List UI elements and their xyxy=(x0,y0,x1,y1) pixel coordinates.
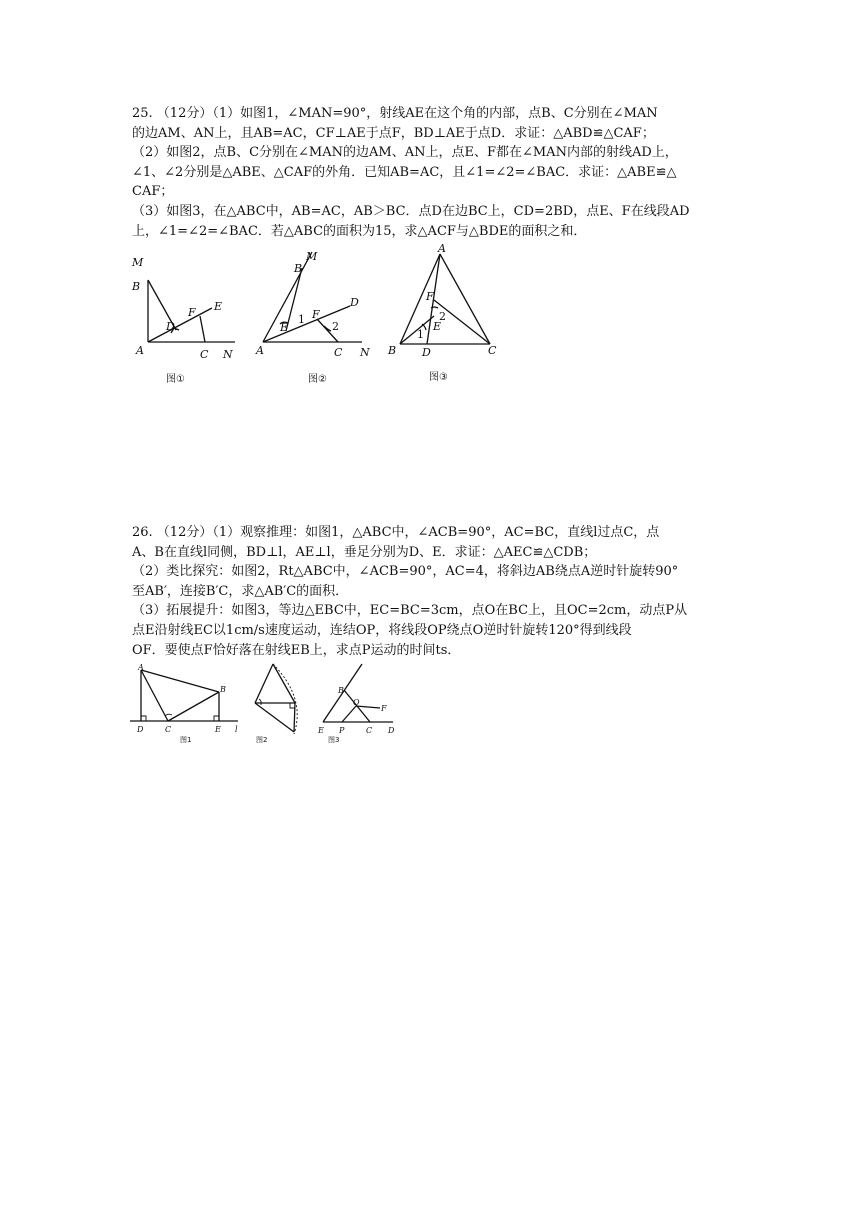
problem-26 xyxy=(132,523,732,660)
fig25-3-label-1: 1 xyxy=(417,328,424,341)
problem-26-line-1: 26. （12分）（1）观察推理：如图1，△ABC中，∠ACB=90°，AC=BC，直线l过点C，点 xyxy=(132,525,660,540)
problem-25-line-7: 上，∠1=∠2=∠BAC．若△ABC的面积为15，求△ACF与△BDE的面积之和． xyxy=(132,223,587,239)
fig25-2-label-C: C xyxy=(334,346,343,359)
fig25-2-label-F: F xyxy=(312,308,320,321)
fig25-3-label-C: C xyxy=(488,344,497,357)
fig25-1-label-D: D xyxy=(166,320,175,333)
fig25-1-label-N: N xyxy=(223,348,233,361)
fig25-1-label-B: B xyxy=(132,280,141,293)
problem-26-line-2: A、B在直线l同侧，BD⊥l，AE⊥l，垂足分别为D、E．求证：△AEC≌△CDB； xyxy=(132,544,597,560)
fig25-2-label-1: 1 xyxy=(298,313,305,326)
fig25-3-label-B: B xyxy=(388,344,397,357)
fig25-2-label-2: 2 xyxy=(332,320,339,333)
problem-25-line-5: CAF； xyxy=(132,184,174,200)
fig25-3-label-2: 2 xyxy=(439,310,446,323)
fig26-1-label-E: E xyxy=(215,725,221,734)
figure-26-3 xyxy=(318,662,398,742)
problem-26-line-4: 至AB′，连接B′C，求△AB′C的面积． xyxy=(132,583,349,599)
problem-26-line-3: （2）类比探究：如图2，Rt△ABC中，∠ACB=90°，AC=4，将斜边AB绕点A逆时针旋转90° xyxy=(132,564,679,580)
problem-25-line-2: 的边AM、AN上，且AB=AC，CF⊥AE于点F，BD⊥AE于点D．求证：△ABD≌△CAF； xyxy=(132,125,655,141)
fig26-3-label-C: C xyxy=(366,726,373,735)
fig25-2-caption: 图② xyxy=(308,374,327,385)
fig25-2-label-D: D xyxy=(350,296,359,309)
fig25-2-label-A: A xyxy=(256,344,264,357)
problem-25-line-1: 25. （12分）（1）如图1，∠MAN=90°，射线AE在这个角的内部，点B、C分别在∠MAN xyxy=(132,106,658,121)
fig26-3-label-O: O xyxy=(353,698,360,707)
fig25-3-label-E: E xyxy=(433,320,442,333)
fig25-2-label-M: M xyxy=(306,250,318,263)
fig26-3-label-F: F xyxy=(381,704,387,713)
fig26-1-label-B: B xyxy=(220,685,226,694)
problem-25-line-6: （3）如图3，在△ABC中，AB=AC，AB＞BC．点D在边BC上，CD=2BD，点E、F在线段AD xyxy=(132,203,690,219)
figure-26-1 xyxy=(128,662,243,742)
problem-26-line-7: OF．要使点F恰好落在射线EB上，求点P运动的时间ts． xyxy=(132,642,461,658)
fig25-3-label-D: D xyxy=(422,346,431,359)
figure-25-3 xyxy=(384,244,499,390)
fig25-2-label-E: E xyxy=(280,321,289,334)
fig25-1-label-M: M xyxy=(132,256,144,269)
fig25-1-label-A: A xyxy=(136,344,144,357)
fig25-3-label-F: F xyxy=(426,290,434,303)
fig25-1-caption: 图① xyxy=(166,374,185,385)
fig26-3-label-D: D xyxy=(388,726,395,735)
fig26-1-caption: 图1 xyxy=(180,736,192,744)
fig26-3-label-E: E xyxy=(318,726,324,735)
fig26-1-label-A: A xyxy=(138,663,144,672)
fig26-3-caption: 图3 xyxy=(328,736,340,744)
fig26-1-label-C: C xyxy=(165,725,172,734)
fig26-2-caption: 图2 xyxy=(256,736,268,744)
fig25-1-label-E: E xyxy=(214,300,223,313)
fig26-3-label-B: B xyxy=(338,686,344,695)
fig25-2-label-N: N xyxy=(360,346,370,359)
problem-26-line-6: 点E沿射线EC以1cm/s速度运动，连结OP，将线段OP绕点O逆时针旋转120°得到线段 xyxy=(132,622,632,638)
figure-25-1 xyxy=(130,250,240,390)
problem-25-line-3: （2）如图2，点B、C分别在∠MAN的边AM、AN上，点E、F都在∠MAN内部的射线AD上， xyxy=(132,145,678,161)
fig25-3-caption: 图③ xyxy=(429,372,448,383)
fig25-1-label-F: F xyxy=(188,306,196,319)
fig25-1-label-C: C xyxy=(200,348,209,361)
problem-25-line-4: ∠1、∠2分别是△ABE、△CAF的外角．已知AB=AC，且∠1=∠2=∠BAC．求证：△ABE≌△ xyxy=(132,164,677,180)
problem-25 xyxy=(132,104,732,241)
fig26-1-label-l: l xyxy=(235,725,238,734)
fig25-2-label-B: B xyxy=(294,262,303,275)
figure-25-2 xyxy=(252,246,377,390)
problem-26-line-5: （3）拓展提升：如图3，等边△EBC中，EC=BC=3cm，点O在BC上，且OC=2cm，动点P从 xyxy=(132,603,688,619)
fig26-1-label-D: D xyxy=(137,725,144,734)
fig26-3-label-P: P xyxy=(339,726,345,735)
figure-26-2 xyxy=(250,660,320,744)
fig25-3-label-A: A xyxy=(438,242,446,255)
